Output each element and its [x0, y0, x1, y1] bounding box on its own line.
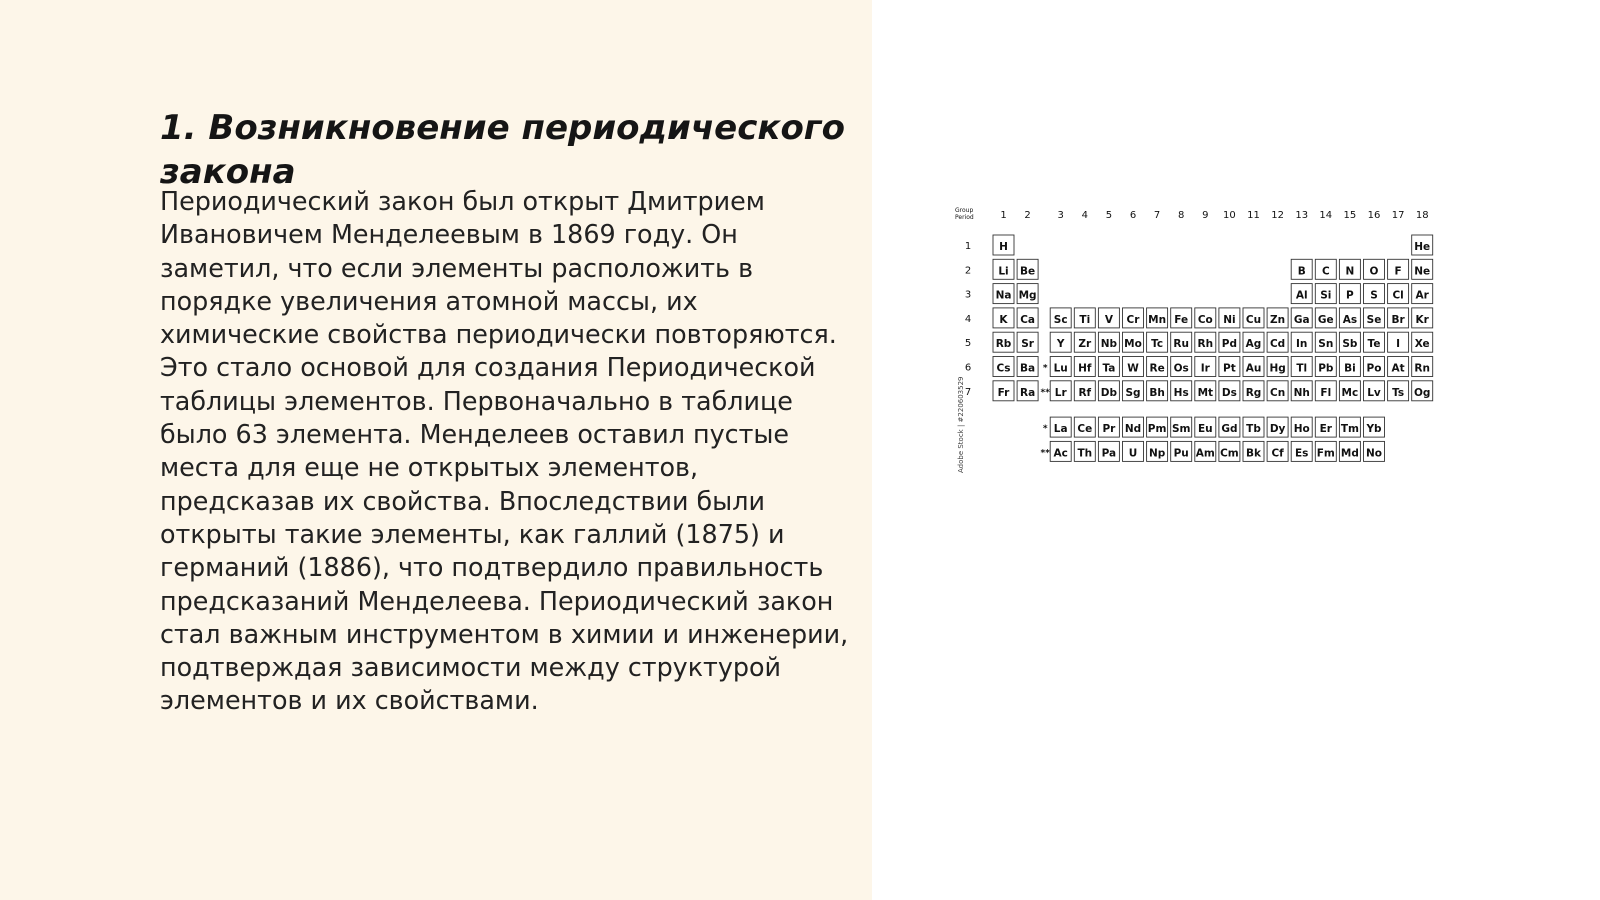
element-na-symbol: Na	[995, 289, 1012, 302]
element-zr-symbol: Zr	[1078, 338, 1092, 351]
element-er-symbol: Er	[1319, 423, 1332, 436]
element-ta-symbol: Ta	[1102, 362, 1116, 375]
element-ba-symbol: Ba	[1020, 362, 1036, 375]
element-al-symbol: Al	[1295, 289, 1308, 302]
period-number-1: 1	[964, 241, 972, 252]
element-dy-symbol: Dy	[1269, 423, 1286, 436]
group-number-11: 11	[1247, 210, 1260, 221]
element-he-symbol: He	[1414, 241, 1431, 253]
element-sn-symbol: Sn	[1318, 338, 1334, 351]
element-la-symbol: La	[1053, 423, 1068, 436]
element-kr-symbol: Kr	[1415, 313, 1429, 326]
element-po-symbol: Po	[1366, 362, 1382, 375]
group-number-2: 2	[1024, 210, 1031, 221]
group-header-label: Group	[955, 207, 974, 214]
element-bi-symbol: Bi	[1344, 362, 1356, 375]
element-rh-symbol: Rh	[1197, 338, 1214, 351]
element-tb-symbol: Tb	[1246, 423, 1261, 436]
element-sb-symbol: Sb	[1342, 338, 1358, 351]
element-ra-symbol: Ra	[1020, 386, 1036, 399]
group-number-8: 8	[1178, 210, 1185, 221]
element-y-symbol: Y	[1056, 338, 1065, 351]
element-nh-symbol: Nh	[1293, 386, 1310, 399]
element-md-symbol: Md	[1340, 447, 1359, 460]
element-ar-symbol: Ar	[1415, 289, 1429, 302]
element-f-symbol: F	[1394, 265, 1402, 278]
element-pa-symbol: Pa	[1101, 447, 1117, 460]
element-ag-symbol: Ag	[1245, 338, 1262, 351]
element-mt-symbol: Mt	[1197, 386, 1214, 399]
element-se-symbol: Se	[1366, 313, 1382, 326]
element-eu-symbol: Eu	[1197, 423, 1213, 436]
element-at-symbol: At	[1391, 362, 1405, 375]
element-hg-symbol: Hg	[1269, 362, 1286, 375]
element-cd-symbol: Cd	[1269, 338, 1286, 351]
element-c-symbol: C	[1321, 265, 1330, 278]
element-sc-symbol: Sc	[1053, 313, 1068, 326]
element-pm-symbol: Pm	[1147, 423, 1167, 436]
element-ca-symbol: Ca	[1020, 313, 1035, 326]
element-in-symbol: In	[1296, 338, 1308, 351]
group-number-13: 13	[1295, 210, 1309, 221]
group-number-18: 18	[1415, 210, 1429, 221]
element-as-symbol: As	[1342, 313, 1358, 326]
element-hf-symbol: Hf	[1078, 362, 1092, 375]
group-number-17: 17	[1391, 210, 1405, 221]
element-fr-symbol: Fr	[997, 386, 1010, 399]
element-li-symbol: Li	[998, 265, 1009, 278]
element-es-symbol: Es	[1294, 447, 1309, 460]
element-v-symbol: V	[1104, 313, 1113, 326]
period-number-3: 3	[964, 289, 972, 301]
element-sg-symbol: Sg	[1125, 386, 1141, 399]
element-n-symbol: N	[1345, 265, 1355, 278]
element-cl-symbol: Cl	[1392, 289, 1404, 302]
element-re-symbol: Re	[1149, 362, 1165, 375]
slide-title: 1. Возникновение периодического закона	[160, 108, 845, 192]
group-number-6: 6	[1129, 210, 1137, 221]
element-sr-symbol: Sr	[1021, 338, 1034, 351]
element-ti-symbol: Ti	[1079, 313, 1091, 326]
element-ce-symbol: Ce	[1077, 423, 1093, 436]
element-cn-symbol: Cn	[1270, 386, 1286, 399]
element-tm-symbol: Tm	[1340, 423, 1359, 436]
period-number-4: 4	[964, 313, 972, 325]
element-pd-symbol: Pd	[1221, 338, 1238, 351]
group-number-4: 4	[1081, 210, 1088, 221]
period-number-7: 7	[964, 386, 972, 398]
element-db-symbol: Db	[1100, 386, 1118, 399]
group-number-3: 3	[1057, 210, 1064, 221]
element-rb-symbol: Rb	[995, 338, 1012, 351]
element-xe-symbol: Xe	[1414, 338, 1430, 351]
element-lv-symbol: Lv	[1367, 386, 1381, 399]
period-number-6: 6	[964, 362, 972, 374]
element-p-symbol: P	[1346, 289, 1354, 302]
element-te-symbol: Te	[1367, 338, 1381, 351]
element-ir-symbol: Ir	[1200, 362, 1210, 375]
element-pt-symbol: Pt	[1223, 362, 1236, 375]
element-i-symbol: I	[1396, 338, 1401, 351]
group-number-10: 10	[1223, 210, 1236, 221]
group-number-5: 5	[1105, 210, 1113, 221]
element-sm-symbol: Sm	[1171, 423, 1191, 436]
actinide-marker: **	[1040, 387, 1050, 398]
group-number-7: 7	[1153, 210, 1161, 221]
element-ho-symbol: Ho	[1293, 423, 1310, 436]
element-be-symbol: Be	[1020, 265, 1036, 278]
group-number-12: 12	[1271, 210, 1284, 221]
element-yb-symbol: Yb	[1366, 423, 1382, 436]
element-ge-symbol: Ge	[1317, 313, 1334, 326]
element-h-symbol: H	[999, 241, 1008, 253]
slide-body-text: Периодический закон был открыт Дмитрием Ивановичем Менделеевым в 1869 году. Он заметил, что если элементы расположить в порядке увеличения атомной массы, их химические свойства периодически повторяются. Это стало основой для создания Периодической таблицы элементов. Первоначально в таблице было 63 элемента. Менделеев оставил пустые места для еще не открытых элементов, предсказав их свойства. Впоследствии были открыты такие элементы, как галлий (1875) и германий (1886), что подтвердило правильность предсказаний Менделеева. Периодический закон стал важным инструментом в химии и инженерии, подтверждая зависимости между структурой элементов и их свойствами.	[160, 186, 849, 716]
element-ts-symbol: Ts	[1392, 386, 1405, 399]
element-cu-symbol: Cu	[1245, 313, 1262, 326]
period-number-2: 2	[964, 265, 972, 277]
lanthanide-row-marker: *	[1042, 424, 1048, 435]
element-rn-symbol: Rn	[1414, 362, 1430, 375]
element-bh-symbol: Bh	[1149, 386, 1165, 399]
element-w-symbol: W	[1127, 362, 1139, 375]
element-co-symbol: Co	[1197, 313, 1213, 326]
element-nd-symbol: Nd	[1124, 423, 1142, 436]
element-nb-symbol: Nb	[1100, 338, 1118, 351]
element-hs-symbol: Hs	[1173, 386, 1189, 399]
element-fm-symbol: Fm	[1316, 447, 1335, 460]
element-br-symbol: Br	[1391, 313, 1405, 326]
element-cr-symbol: Cr	[1126, 313, 1140, 326]
element-k-symbol: K	[999, 313, 1008, 326]
element-fe-symbol: Fe	[1174, 313, 1189, 326]
element-np-symbol: Np	[1148, 447, 1166, 460]
group-number-15: 15	[1343, 210, 1357, 221]
period-header-label: Period	[955, 214, 974, 221]
group-number-14: 14	[1319, 210, 1333, 221]
element-au-symbol: Au	[1245, 362, 1262, 375]
element-b-symbol: B	[1297, 265, 1306, 278]
element-pu-symbol: Pu	[1173, 447, 1189, 460]
element-gd-symbol: Gd	[1221, 423, 1238, 436]
element-am-symbol: Am	[1195, 447, 1215, 460]
element-tc-symbol: Tc	[1151, 338, 1164, 351]
stock-watermark: Adobe Stock | #220603529	[957, 376, 965, 473]
element-pb-symbol: Pb	[1318, 362, 1334, 375]
element-no-symbol: No	[1365, 447, 1383, 460]
element-tl-symbol: Tl	[1296, 362, 1308, 375]
element-ru-symbol: Ru	[1173, 338, 1189, 351]
element-cf-symbol: Cf	[1271, 447, 1284, 460]
periodic-table-image	[955, 205, 1455, 485]
element-mo-symbol: Mo	[1124, 338, 1142, 351]
group-number-1: 1	[1000, 210, 1007, 221]
element-rf-symbol: Rf	[1078, 386, 1092, 399]
element-og-symbol: Og	[1413, 386, 1431, 399]
element-th-symbol: Th	[1077, 447, 1093, 460]
actinide-row-marker: **	[1040, 448, 1050, 459]
element-ga-symbol: Ga	[1293, 313, 1310, 326]
element-lu-symbol: Lu	[1053, 362, 1068, 375]
lanthanide-marker: *	[1042, 363, 1048, 374]
element-zn-symbol: Zn	[1270, 313, 1286, 326]
element-ni-symbol: Ni	[1223, 313, 1236, 326]
element-lr-symbol: Lr	[1054, 386, 1067, 399]
element-bk-symbol: Bk	[1246, 447, 1261, 460]
element-mg-symbol: Mg	[1018, 289, 1037, 302]
element-rg-symbol: Rg	[1245, 386, 1262, 399]
period-number-5: 5	[964, 338, 972, 350]
element-u-symbol: U	[1128, 447, 1138, 460]
element-mc-symbol: Mc	[1341, 386, 1359, 399]
element-ds-symbol: Ds	[1221, 386, 1237, 399]
element-si-symbol: Si	[1320, 289, 1332, 302]
element-fl-symbol: Fl	[1320, 386, 1332, 399]
element-cs-symbol: Cs	[996, 362, 1011, 375]
element-ac-symbol: Ac	[1053, 447, 1068, 460]
element-o-symbol: O	[1369, 265, 1379, 278]
element-s-symbol: S	[1370, 289, 1378, 302]
group-number-9: 9	[1202, 210, 1209, 221]
element-os-symbol: Os	[1173, 362, 1189, 375]
group-number-16: 16	[1367, 210, 1381, 221]
element-mn-symbol: Mn	[1148, 313, 1167, 326]
element-ne-symbol: Ne	[1414, 265, 1431, 278]
element-pr-symbol: Pr	[1102, 423, 1116, 436]
element-cm-symbol: Cm	[1220, 447, 1239, 460]
